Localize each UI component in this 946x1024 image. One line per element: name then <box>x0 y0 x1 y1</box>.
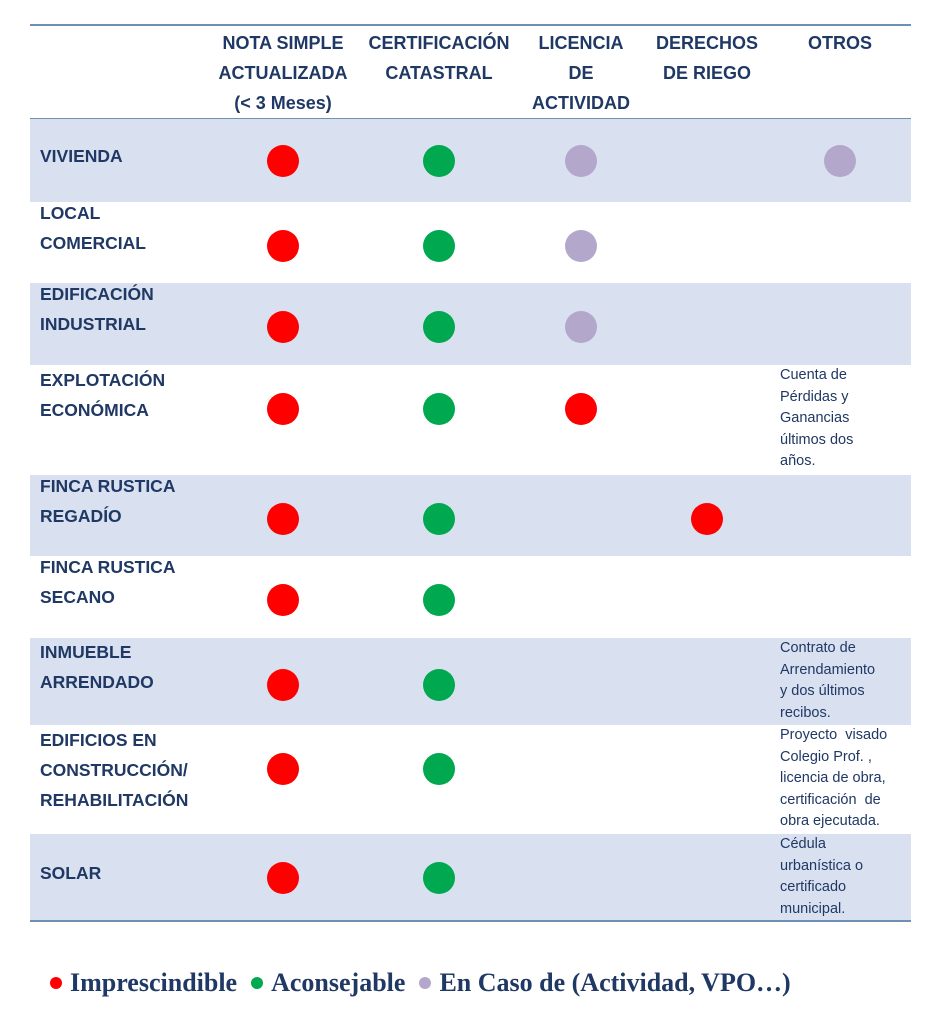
note-line: obra ejecutada. <box>780 813 880 829</box>
status-dot-licencia-actividad-purple <box>565 230 597 262</box>
note-line: y dos últimos <box>780 683 865 699</box>
row-label <box>40 365 165 425</box>
table-row <box>30 638 911 725</box>
legend-label: Aconsejable <box>271 968 406 997</box>
note-line: Cuenta de <box>780 367 847 383</box>
note-line: Pérdidas y <box>780 388 849 405</box>
column-header-line: CATASTRAL <box>385 63 493 83</box>
column-header-licencia-actividad <box>511 28 651 118</box>
status-dot-nota-simple-red <box>267 584 299 616</box>
row-label <box>40 552 175 612</box>
column-header-line: DERECHOS <box>655 33 758 53</box>
status-dot-certificacion-catastral-green <box>423 503 455 535</box>
status-dot-certificacion-catastral-green <box>423 862 455 894</box>
note-line: Arrendamiento <box>780 661 876 678</box>
legend-label: Imprescindible <box>70 968 238 997</box>
status-dot-certificacion-catastral-green <box>423 230 455 262</box>
column-header-line: ACTIVIDAD <box>532 93 630 113</box>
row-label-line: REHABILITACIÓN <box>40 790 189 810</box>
status-dot-nota-simple-red <box>267 393 299 425</box>
row-note <box>780 834 905 920</box>
column-header-line: LICENCIA <box>538 33 624 53</box>
note-line: urbanística o <box>780 857 864 874</box>
status-dot-licencia-actividad-red <box>565 393 597 425</box>
column-header-line: OTROS <box>807 33 872 53</box>
table-row <box>30 202 911 283</box>
status-dot-nota-simple-red <box>267 230 299 262</box>
note-line: Ganancias <box>780 410 850 426</box>
row-label-line: LOCAL <box>40 202 101 223</box>
column-header-line: NOTA SIMPLE <box>222 33 344 53</box>
row-label <box>40 637 154 697</box>
row-label <box>40 279 154 339</box>
row-label <box>40 141 123 171</box>
column-header-derechos-riego <box>642 28 772 88</box>
row-label-line: INDUSTRIAL <box>40 314 146 334</box>
row-label-line: COMERCIAL <box>40 232 146 253</box>
column-header-line: DE <box>568 63 594 83</box>
row-label <box>40 725 188 815</box>
status-dot-otros-purple <box>824 145 856 177</box>
row-label-line: INMUEBLE <box>40 641 132 662</box>
status-dot-nota-simple-red <box>267 311 299 343</box>
row-label-line: SOLAR <box>40 862 102 883</box>
status-dot-certificacion-catastral-green <box>423 584 455 616</box>
note-line: Cédula <box>780 836 826 852</box>
row-note <box>780 638 905 724</box>
table-row <box>30 725 911 834</box>
note-line: últimos dos <box>780 431 854 448</box>
table-row <box>30 283 911 365</box>
row-label-line: VIVIENDA <box>40 145 123 166</box>
status-dot-derechos-riego-red <box>691 503 723 535</box>
status-dot-certificacion-catastral-green <box>423 669 455 701</box>
legend-item-green <box>251 968 405 997</box>
status-dot-certificacion-catastral-green <box>423 753 455 785</box>
legend-dot-icon <box>419 977 431 989</box>
legend-label: En Caso de (Actividad, VPO…) <box>439 968 791 997</box>
table-row <box>30 556 911 638</box>
note-line: años. <box>780 453 816 469</box>
legend-item-purple <box>419 968 790 997</box>
note-line: Contrato de <box>780 640 856 656</box>
table-header <box>30 26 911 120</box>
row-label <box>40 471 175 531</box>
column-header-line: CERTIFICACIÓN <box>368 33 510 53</box>
row-label <box>40 858 101 888</box>
note-line: Colegio Prof. , <box>780 748 872 765</box>
row-label-line: FINCA RUSTICA <box>40 475 176 496</box>
note-line: certificación de <box>780 791 881 808</box>
row-note <box>780 365 905 473</box>
row-label-line: ECONÓMICA <box>40 400 149 420</box>
column-header-line: (< 3 Meses) <box>234 93 332 113</box>
column-header-certificacion-catastral <box>359 28 519 88</box>
status-dot-nota-simple-red <box>267 862 299 894</box>
status-dot-certificacion-catastral-green <box>423 311 455 343</box>
column-header-otros <box>785 28 895 58</box>
legend-dot-icon <box>50 977 62 989</box>
status-dot-nota-simple-red <box>267 753 299 785</box>
row-label-line: EXPLOTACIÓN <box>40 370 166 390</box>
row-label-line: SECANO <box>40 587 115 607</box>
status-dot-certificacion-catastral-green <box>423 393 455 425</box>
status-dot-licencia-actividad-purple <box>565 311 597 343</box>
note-line: recibos. <box>780 704 831 721</box>
table-row <box>30 119 911 202</box>
column-header-line: ACTUALIZADA <box>218 63 348 83</box>
status-dot-nota-simple-red <box>267 669 299 701</box>
column-header-line: DE RIEGO <box>662 63 751 83</box>
row-label-line: EDIFICIOS EN <box>40 730 157 750</box>
column-header-nota-simple <box>203 28 363 118</box>
row-label-line: FINCA RUSTICA <box>40 557 176 577</box>
legend-item-red <box>50 968 237 997</box>
row-label-line: REGADÍO <box>40 505 122 526</box>
legend-dot-icon <box>251 977 263 989</box>
row-note <box>780 725 905 833</box>
row-label-line: EDIFICACIÓN <box>40 284 154 304</box>
status-dot-nota-simple-red <box>267 503 299 535</box>
status-dot-certificacion-catastral-green <box>423 145 455 177</box>
note-line: municipal. <box>780 900 846 917</box>
legend <box>50 968 805 998</box>
status-dot-nota-simple-red <box>267 145 299 177</box>
note-line: licencia de obra, <box>780 770 886 786</box>
row-label-line: CONSTRUCCIÓN/ <box>40 760 188 780</box>
table-row <box>30 834 911 921</box>
table-bottom-border <box>30 920 911 922</box>
table-row <box>30 365 911 475</box>
row-label-line: ARRENDADO <box>40 671 154 692</box>
note-line: certificado <box>780 879 847 895</box>
row-label <box>40 198 146 258</box>
table-row <box>30 475 911 556</box>
status-dot-licencia-actividad-purple <box>565 145 597 177</box>
note-line: Proyecto visado <box>780 727 888 743</box>
